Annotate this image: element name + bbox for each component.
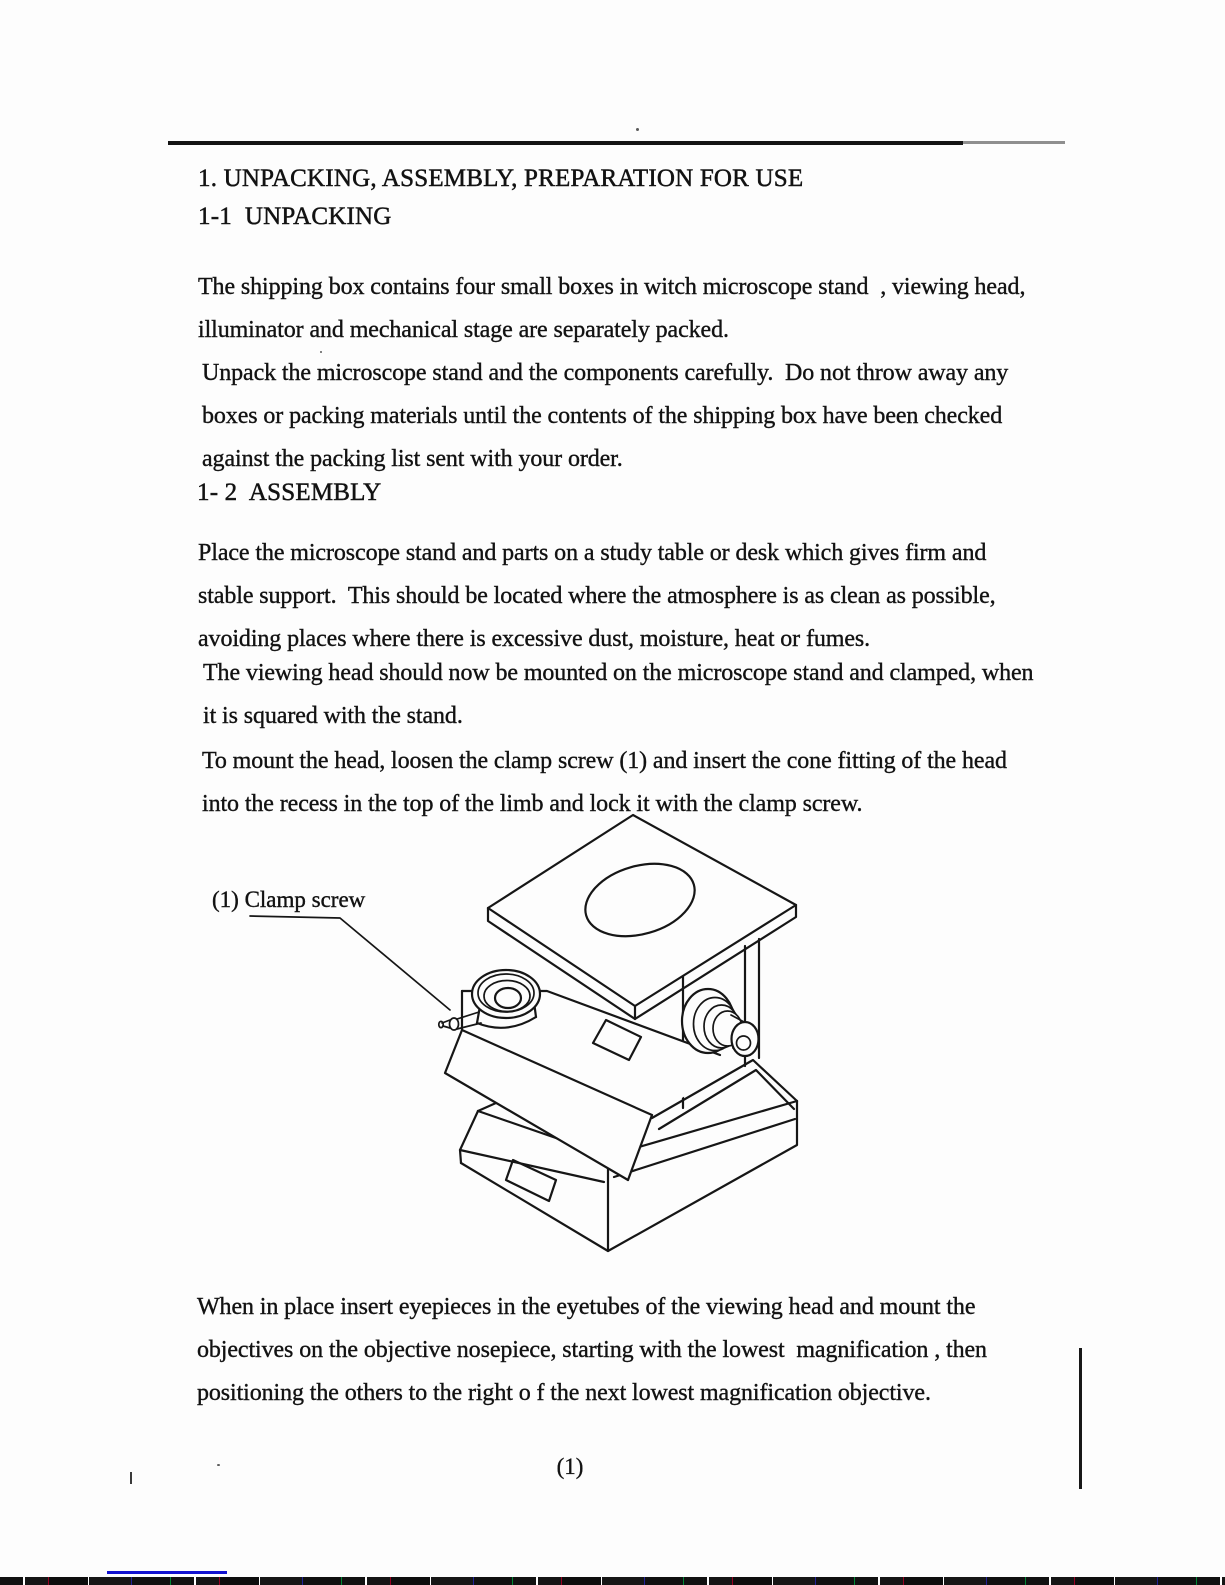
scan-speck — [217, 1464, 220, 1466]
figure-callout-clamp-screw: (1) Clamp screw — [212, 887, 366, 912]
body-line: Place the microscope stand and parts on a study table or desk which gives firm and — [198, 540, 987, 566]
body-line: positioning the others to the right o f the next lowest magnification objective. — [197, 1380, 931, 1406]
focus-knob — [682, 989, 759, 1056]
section-heading-unpacking: 1-1 UNPACKING — [198, 203, 392, 230]
microscope-stand-diagram — [200, 808, 830, 1263]
top-rule-faded-end — [963, 141, 1065, 144]
body-line: When in place insert eyepieces in the eyetubes of the viewing head and mount the — [197, 1294, 976, 1320]
body-line: To mount the head, loosen the clamp screw (1) and insert the cone fitting of the head — [202, 748, 1007, 774]
page-number: (1) — [556, 1454, 584, 1479]
body-line: stable support. This should be located where the atmosphere is as clean as possible, — [198, 583, 996, 609]
body-line: boxes or packing materials until the contents of the shipping box have been checked — [202, 403, 1003, 429]
body-line: illuminator and mechanical stage are separately packed. — [198, 317, 729, 343]
paragraph — [203, 652, 1033, 738]
top-rule — [168, 141, 963, 145]
scan-artifact-tick — [130, 1472, 132, 1484]
section-heading-assembly: 1- 2 ASSEMBLY — [197, 479, 382, 506]
body-line: into the recess in the top of the limb and lock it with the clamp screw. — [202, 791, 863, 817]
body-line: The shipping box contains four small boxes in witch microscope stand , viewing head, — [198, 274, 1026, 300]
callout-leader-line — [250, 916, 450, 1010]
scan-speck — [636, 128, 639, 131]
paragraph — [198, 266, 1025, 352]
paragraph — [197, 1286, 987, 1415]
body-line: avoiding places where there is excessive dust, moisture, heat or fumes. — [198, 626, 871, 652]
body-line: objectives on the objective nosepiece, starting with the lowest magnification , then — [197, 1337, 987, 1363]
scan-artifact-vertical-line — [1079, 1348, 1082, 1489]
body-line: against the packing list sent with your order. — [202, 446, 623, 472]
body-line: Unpack the microscope stand and the components carefully. Do not throw away any — [202, 360, 1009, 386]
paragraph — [198, 532, 996, 661]
scan-artifact-blue-line — [107, 1571, 227, 1574]
scan-artifact-bottom-edge — [0, 1577, 1225, 1585]
body-line: it is squared with the stand. — [203, 703, 463, 729]
body-line: The viewing head should now be mounted on the microscope stand and clamped, when — [203, 660, 1034, 686]
chapter-heading: 1. UNPACKING, ASSEMBLY, PREPARATION FOR USE — [198, 165, 804, 192]
paragraph — [202, 352, 1008, 481]
